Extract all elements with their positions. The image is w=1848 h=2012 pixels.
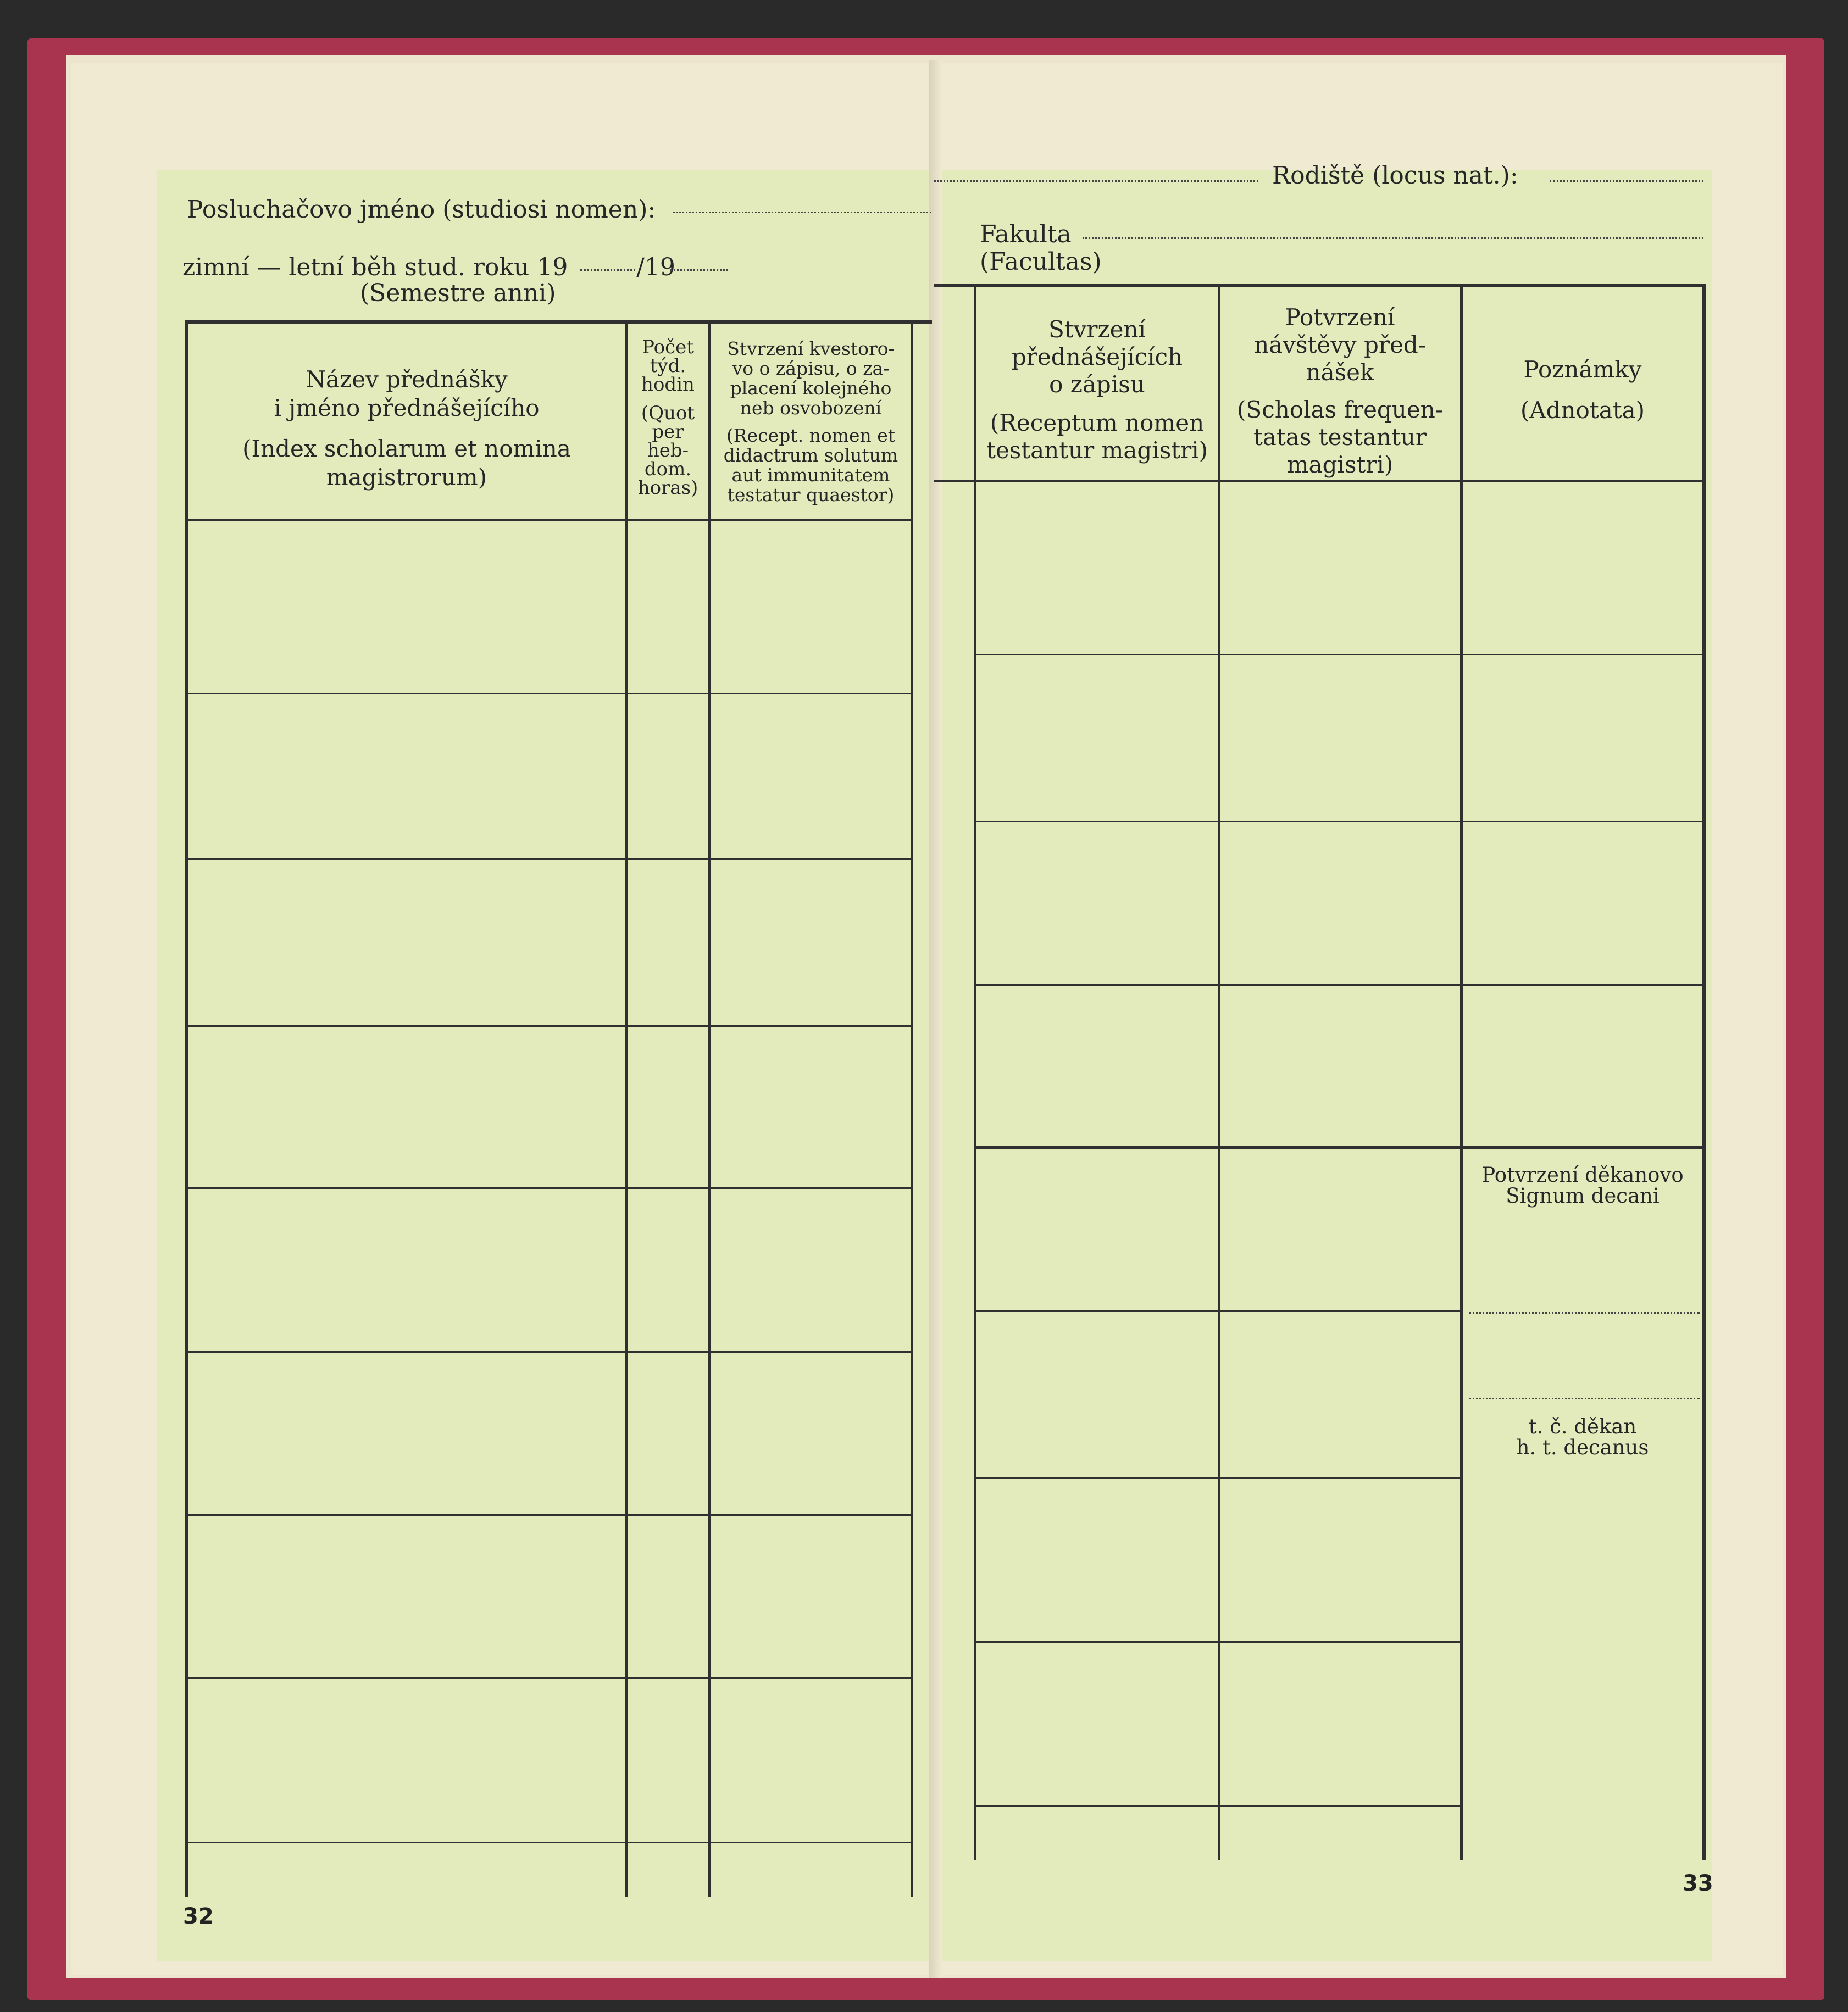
right-row-line bbox=[976, 984, 1705, 986]
right-col1-header-l1: Stvrzení bbox=[1048, 316, 1146, 343]
right-col3-header-l2: (Adnotata) bbox=[1520, 397, 1645, 424]
left-table-left-border bbox=[185, 320, 188, 1897]
left-col3-header-l6: didactrum solutum bbox=[723, 444, 898, 466]
left-col2-header-l6: heb- bbox=[647, 440, 689, 462]
left-row-line bbox=[187, 858, 912, 860]
dean-title-cz: t. č. děkan bbox=[1528, 1415, 1637, 1438]
left-col2-header-l5: per bbox=[652, 421, 684, 443]
left-col-divider-1 bbox=[625, 320, 628, 1897]
right-col-divider-3 bbox=[1460, 284, 1463, 1860]
left-col2-header bbox=[628, 338, 708, 497]
dean-box-header bbox=[1463, 1165, 1702, 1207]
dean-label-cz: Potvrzení děkanovo bbox=[1481, 1163, 1684, 1187]
left-col3-header bbox=[711, 339, 911, 505]
semester-latin-label: (Semestre anni) bbox=[360, 279, 556, 307]
right-col1-header-l5: testantur magistri) bbox=[986, 437, 1208, 464]
right-row-line bbox=[976, 821, 1705, 822]
left-col-divider-2 bbox=[708, 320, 711, 1897]
right-col3-header-l1: Poznámky bbox=[1523, 356, 1642, 383]
dean-title bbox=[1463, 1416, 1702, 1458]
right-row-line bbox=[976, 1477, 1462, 1479]
right-col1-header-l3: o zápisu bbox=[1049, 371, 1145, 398]
left-col2-header-l7: dom. bbox=[644, 458, 692, 480]
right-row-line bbox=[976, 1641, 1462, 1643]
semester-separator: /19 bbox=[636, 253, 675, 281]
semester-year-field-2[interactable] bbox=[670, 269, 728, 271]
faculty-field[interactable] bbox=[1083, 237, 1703, 239]
left-row-line bbox=[187, 1025, 912, 1027]
right-row-line bbox=[976, 1146, 1705, 1149]
birthplace-lead-dots bbox=[934, 180, 1258, 182]
left-row-line bbox=[187, 1842, 912, 1843]
right-col1-header-l4: (Receptum nomen bbox=[990, 409, 1205, 436]
left-col1-header bbox=[190, 365, 624, 492]
right-table-top-border bbox=[934, 284, 1705, 287]
left-col3-header-l2: vo o zápisu, o za- bbox=[732, 358, 890, 379]
left-col3-header-l3: placení kolejného bbox=[730, 377, 892, 399]
left-col3-header-l5: (Recept. nomen et bbox=[726, 425, 896, 446]
right-table-header-border bbox=[934, 480, 1705, 482]
left-col2-header-l2: týd. bbox=[650, 355, 686, 377]
right-col3-header bbox=[1463, 356, 1702, 424]
left-col3-header-l4: neb osvobození bbox=[740, 397, 882, 419]
right-col2-header-l1: Potvrzení bbox=[1285, 304, 1395, 331]
left-col1-header-l4: magistrorum) bbox=[326, 464, 487, 491]
left-col2-header-l1: Počet bbox=[642, 336, 694, 358]
left-row-line bbox=[187, 1514, 912, 1516]
dean-title-latin: h. t. decanus bbox=[1516, 1436, 1649, 1459]
right-row-line bbox=[976, 1310, 1462, 1312]
right-col2-header-l2: návštěvy před- bbox=[1254, 331, 1426, 358]
birthplace-field[interactable] bbox=[1550, 180, 1703, 182]
faculty-label: Fakulta bbox=[980, 220, 1072, 248]
right-table-right-border bbox=[1702, 284, 1706, 1860]
right-col2-header-l6: magistri) bbox=[1286, 451, 1394, 478]
right-col-divider-2 bbox=[1218, 284, 1220, 1860]
left-col2-header-l3: hodin bbox=[641, 374, 695, 396]
book-gutter bbox=[929, 60, 942, 1978]
right-col-divider-1 bbox=[974, 284, 976, 1860]
left-col1-header-l1: Název přednášky bbox=[306, 366, 508, 393]
left-col2-header-l4: (Quot bbox=[641, 402, 695, 424]
student-name-label: Posluchačovo jméno (studiosi nomen): bbox=[187, 196, 656, 224]
right-col2-header-l4: (Scholas frequen- bbox=[1237, 396, 1443, 423]
left-col1-header-l3: (Index scholarum et nomina bbox=[242, 435, 571, 462]
left-col-divider-3 bbox=[911, 320, 913, 1897]
birthplace-label: Rodiště (locus nat.): bbox=[1272, 162, 1518, 190]
left-col1-header-l2: i jméno přednášejícího bbox=[274, 394, 540, 421]
semester-label: zimní — letní běh stud. roku 19 bbox=[182, 253, 568, 281]
right-row-line bbox=[976, 1805, 1462, 1807]
left-col3-header-l8: testatur quaestor) bbox=[727, 484, 895, 505]
faculty-latin-label: (Facultas) bbox=[980, 248, 1102, 276]
left-table-header-border bbox=[185, 519, 913, 521]
student-name-field[interactable] bbox=[673, 212, 931, 213]
left-row-line bbox=[187, 1351, 912, 1353]
right-col2-header bbox=[1220, 304, 1460, 479]
left-col3-header-l7: aut immunitatem bbox=[731, 464, 890, 486]
right-col1-header bbox=[976, 316, 1218, 464]
left-col3-header-l1: Stvrzení kvestoro- bbox=[727, 338, 895, 359]
right-row-line bbox=[976, 654, 1705, 655]
left-page-number: 32 bbox=[183, 1904, 214, 1929]
left-table-top-border bbox=[185, 320, 932, 324]
right-col1-header-l2: přednášejících bbox=[1011, 343, 1183, 370]
dean-signature-line-2[interactable] bbox=[1469, 1398, 1700, 1399]
dean-signature-line-1[interactable] bbox=[1469, 1312, 1700, 1314]
right-col2-header-l5: tatas testantur bbox=[1253, 424, 1427, 451]
semester-year-field-1[interactable] bbox=[580, 269, 635, 271]
dean-label-latin: Signum decani bbox=[1506, 1184, 1660, 1208]
left-row-line bbox=[187, 1187, 912, 1189]
right-col2-header-l3: nášek bbox=[1306, 359, 1374, 386]
right-page-number: 33 bbox=[1683, 1871, 1713, 1896]
left-row-line bbox=[187, 1677, 912, 1679]
left-row-line bbox=[187, 693, 912, 694]
left-col2-header-l8: horas) bbox=[637, 477, 698, 499]
